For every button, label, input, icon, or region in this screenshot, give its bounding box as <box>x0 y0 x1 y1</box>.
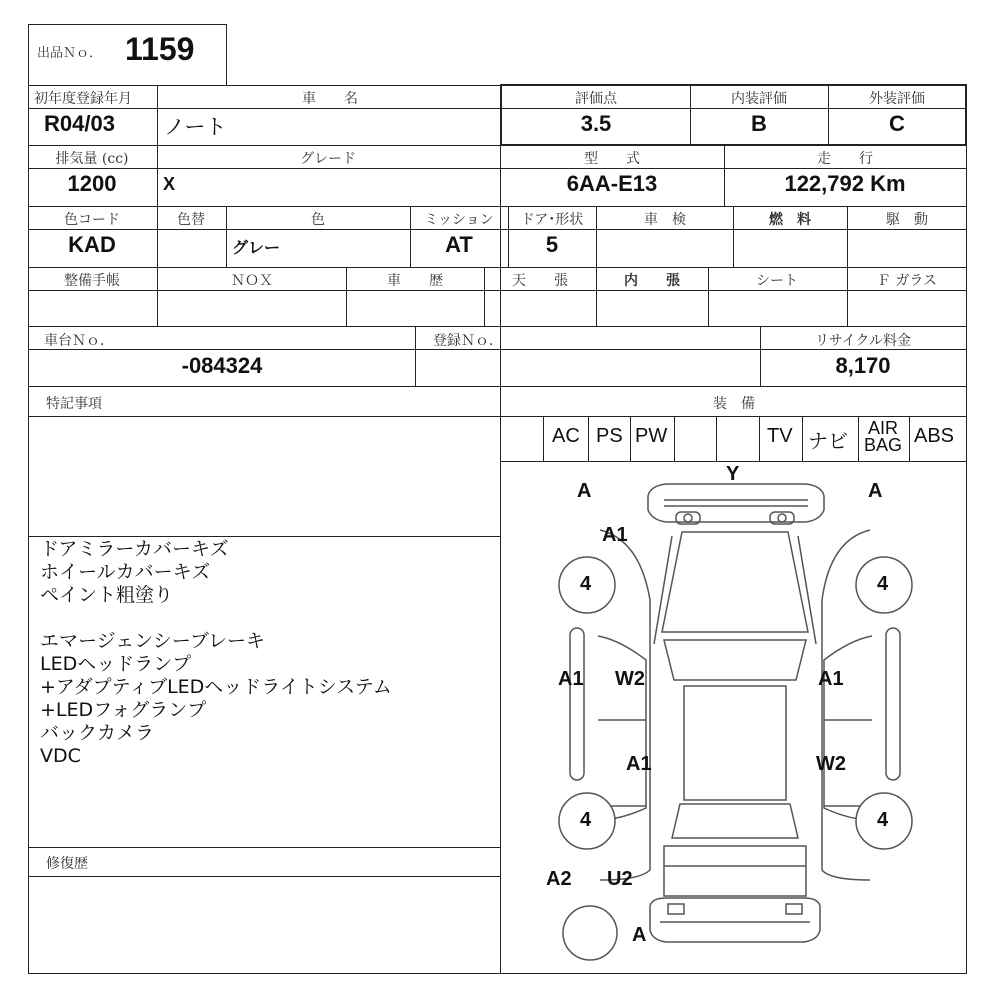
color-label: 色 <box>311 212 325 228</box>
damage-mark-rear-quarter: U2 <box>607 868 633 890</box>
windshield-outline <box>664 640 806 680</box>
color-code-value: KAD <box>68 232 116 257</box>
exterior-grade-value: C <box>889 111 905 136</box>
model-label: 型 式 <box>584 151 640 167</box>
displacement-value: 1200 <box>67 171 117 196</box>
spare-wheel <box>563 906 617 960</box>
note-line: ペイント粗塗り <box>40 584 174 606</box>
front-glass-label: Ｆ ガラス <box>876 273 938 289</box>
repair-history-label: 修復歴 <box>46 856 88 872</box>
note-line: VDC <box>40 745 81 767</box>
note-line: +アダプティブLEDヘッドライトシステム <box>40 676 392 698</box>
car-name-label: 車 名 <box>302 91 358 107</box>
first-registration-value: R04/03 <box>44 111 115 136</box>
damage-mark-rear-bumper: A <box>632 924 647 946</box>
inspection-label: 車 検 <box>644 212 686 228</box>
score-value: 3.5 <box>580 111 612 136</box>
chassis-number-label: 車台Ｎｏ． <box>44 333 114 349</box>
damage-mark-front-left-wheel: 4 <box>580 573 592 595</box>
maintenance-records-label: 整備手帳 <box>64 273 120 289</box>
damage-mark-left-front-door-2: W2 <box>615 668 645 690</box>
model-value: 6AA-E13 <box>566 171 658 196</box>
note-line: ホイールカバーキズ <box>40 561 211 583</box>
equipment-pw: PW <box>635 425 668 447</box>
equipment-ac: AC <box>552 425 580 447</box>
score-label: 評価点 <box>575 91 617 107</box>
damage-mark-right-rear-door: W2 <box>816 753 846 775</box>
note-line: ドアミラーカバーキズ <box>40 538 229 560</box>
interior-trim-label: 内 張 <box>624 273 680 289</box>
displacement-label: 排気量 (cc) <box>55 151 129 167</box>
mission-label: ミッション <box>424 212 494 228</box>
hood-outline <box>662 532 808 632</box>
color-value: グレー <box>232 240 281 257</box>
equipment-label: 装 備 <box>713 396 755 412</box>
registration-number-label: 登録Ｎｏ． <box>433 333 503 349</box>
exterior-grade-label: 外装評価 <box>869 91 925 107</box>
chassis-number-value: -084324 <box>181 353 263 378</box>
note-line: +LEDフォグランプ <box>40 699 207 721</box>
equipment-navi: ナビ <box>808 431 848 453</box>
equipment-tv: TV <box>767 425 793 447</box>
damage-mark-rear-right-wheel: 4 <box>877 809 889 831</box>
damage-mark-front-left-corner: A <box>577 480 592 502</box>
mileage-value: 122,792 Km <box>784 171 906 196</box>
seat-label: シート <box>756 273 798 289</box>
damage-mark-front-bumper: Y <box>726 463 740 485</box>
damage-mark-front-right-wheel: 4 <box>877 573 889 595</box>
door-shape-value: 5 <box>545 232 559 257</box>
door-shape-label: ドア･形状 <box>520 212 584 228</box>
note-line: エマージェンシーブレーキ <box>40 630 266 652</box>
recycle-fee-value: 8,170 <box>835 353 891 378</box>
damage-mark-left-rear-door: A1 <box>626 753 652 775</box>
vehicle-history-label: 車 歴 <box>387 273 443 289</box>
note-line: LEDヘッドランプ <box>40 653 192 675</box>
grade-label: グレード <box>300 151 356 167</box>
notes-label: 特記事項 <box>46 396 102 412</box>
front-bumper-outline <box>648 484 824 522</box>
repaint-label: 色替 <box>177 212 205 228</box>
damage-mark-front-left-fender: A1 <box>602 524 628 546</box>
interior-grade-value: B <box>751 111 767 136</box>
roof-outline <box>684 686 786 800</box>
tailgate-outline <box>664 846 806 896</box>
fuel-label: 燃 料 <box>769 212 811 228</box>
headliner-label: 天 張 <box>512 273 568 289</box>
lot-number: 1159 <box>125 31 195 67</box>
mission-value: AT <box>445 232 473 257</box>
grade-value: X <box>163 174 176 194</box>
equipment-airbag: AIR BAG <box>863 418 902 455</box>
interior-grade-label: 内装評価 <box>731 91 787 107</box>
lot-number-label: 出品Ｎｏ． <box>37 46 103 61</box>
left-skirt-outline <box>570 628 584 780</box>
nox-label: ＮＯＸ <box>231 273 273 289</box>
equipment-abs: ABS <box>914 425 955 447</box>
right-skirt-outline <box>886 628 900 780</box>
damage-mark-front-right-corner: A <box>868 480 883 502</box>
damage-mark-rear-left-corner: A2 <box>546 868 572 890</box>
drive-label: 駆 動 <box>886 212 928 228</box>
damage-mark-left-front-door: A1 <box>558 668 584 690</box>
color-code-label: 色コード <box>64 212 120 228</box>
note-line: バックカメラ <box>40 722 155 744</box>
damage-mark-right-front-door: A1 <box>818 668 844 690</box>
rear-window-outline <box>672 804 798 838</box>
damage-mark-rear-left-wheel: 4 <box>580 809 592 831</box>
first-registration-label: 初年度登録年月 <box>34 91 132 107</box>
car-name-value: ノート <box>164 116 227 139</box>
equipment-ps: PS <box>596 425 623 447</box>
mileage-label: 走 行 <box>817 151 873 167</box>
recycle-fee-label: リサイクル料金 <box>814 333 912 349</box>
